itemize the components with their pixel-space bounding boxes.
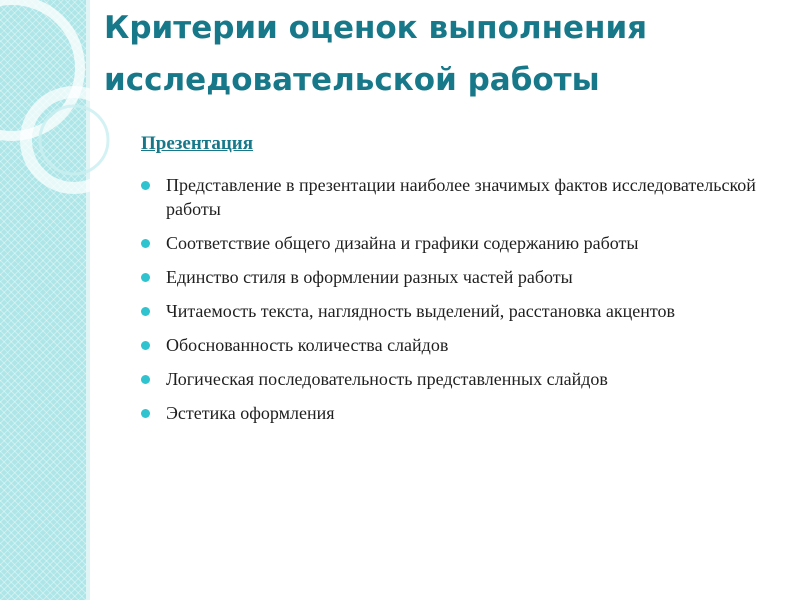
criteria-item-text: Логическая последовательность представленных слайдов <box>166 369 608 389</box>
criteria-item-text: Представление в презентации наиболее значимых фактов исследовательской работы <box>166 175 756 219</box>
bullet-dot-icon <box>141 409 150 418</box>
bullet-dot-icon <box>141 307 150 316</box>
criteria-item <box>141 367 781 391</box>
bullet-dot-icon <box>141 239 150 248</box>
slide-title <box>104 2 784 106</box>
criteria-item <box>141 299 781 323</box>
slide-title-line-2: исследовательской работы <box>104 62 600 98</box>
decorative-ring-inner <box>40 106 108 174</box>
criteria-item-text: Читаемость текста, наглядность выделений, расстановка акцентов <box>166 301 676 321</box>
criteria-item-text: Соответствие общего дизайна и графики содержанию работы <box>166 233 639 253</box>
slide-title-line-1: Критерии оценок выполнения <box>104 10 648 46</box>
bullet-dot-icon <box>141 273 150 282</box>
bullet-dot-icon <box>141 341 150 350</box>
bullet-dot-icon <box>141 375 150 384</box>
criteria-list <box>141 173 781 435</box>
criteria-item <box>141 173 781 221</box>
criteria-item <box>141 231 781 255</box>
bullet-dot-icon <box>141 181 150 190</box>
section-subtitle: Презентация <box>141 133 254 154</box>
criteria-item <box>141 265 781 289</box>
decorative-ring-large <box>0 0 80 136</box>
criteria-item-text: Обоснованность количества слайдов <box>166 335 449 355</box>
criteria-item <box>141 401 781 425</box>
criteria-item-text: Единство стиля в оформлении разных частей работы <box>166 267 573 287</box>
criteria-item <box>141 333 781 357</box>
criteria-item-text: Эстетика оформления <box>166 403 335 423</box>
